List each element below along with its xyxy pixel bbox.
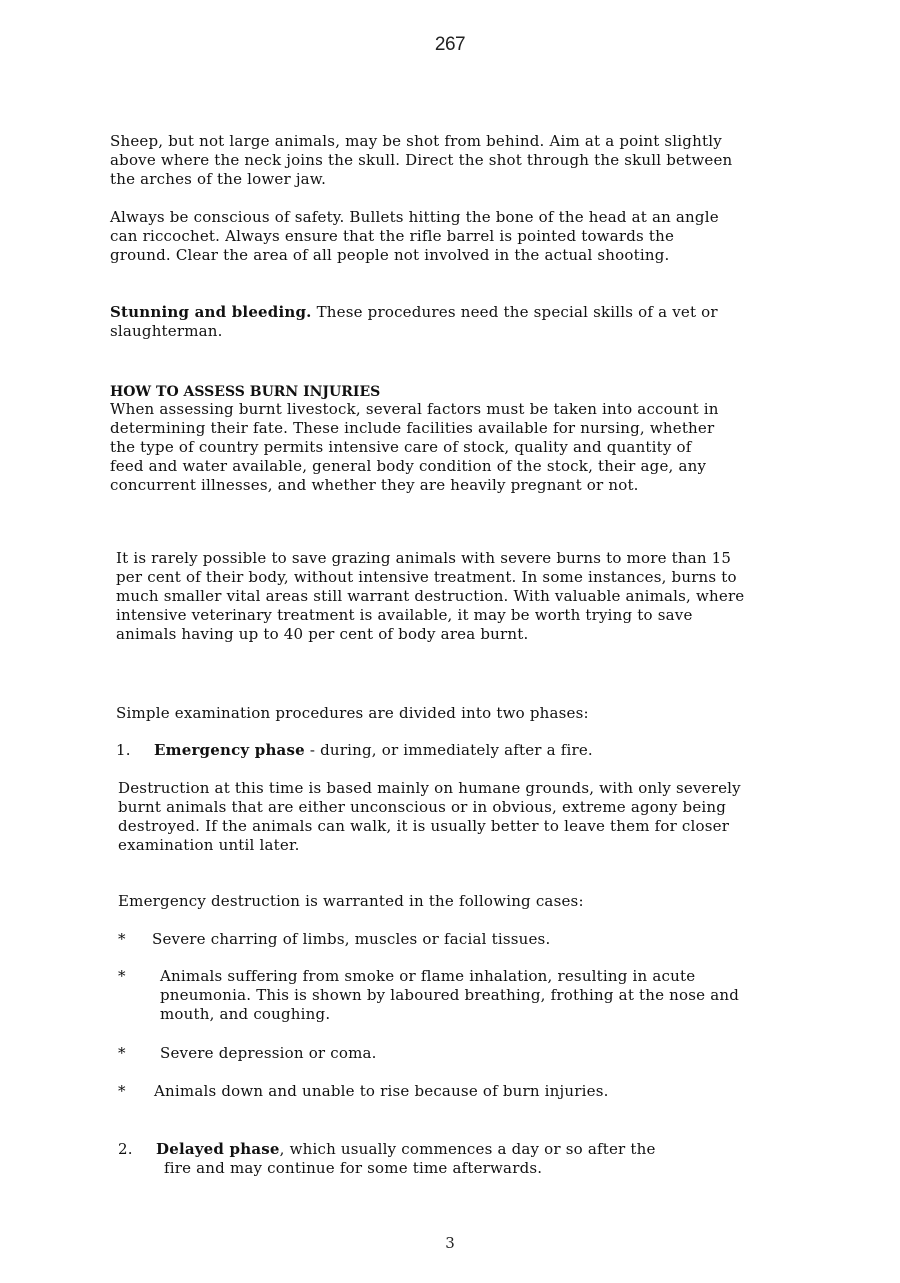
paragraph-cases-intro: Emergency destruction is warranted in the following cases: bbox=[118, 892, 584, 910]
bullet-text: Severe charring of limbs, muscles or facial tissues. bbox=[152, 930, 551, 948]
bullet-text: Severe depression or coma. bbox=[160, 1044, 377, 1062]
delayed-phase-line2: fire and may continue for some time afterwards. bbox=[164, 1159, 543, 1177]
asterisk-bullet-icon: * bbox=[118, 1044, 126, 1062]
item-number: 1. bbox=[116, 741, 131, 759]
section-heading: HOW TO ASSESS BURN INJURIES bbox=[110, 384, 381, 400]
asterisk-bullet-icon: * bbox=[118, 930, 126, 948]
delayed-phase-label: Delayed phase bbox=[156, 1140, 280, 1158]
delayed-phase-line1: , which usually commences a day or so after the bbox=[279, 1140, 656, 1158]
paragraph-phases-intro: Simple examination procedures are divided into two phases: bbox=[116, 704, 589, 722]
paragraph-destruction: Destruction at this time is based mainly on humane grounds, with only severely burnt animals that are either unconscious or in obvious, extreme agony being destroyed. If the animals can walk, it is usually better to leave them for closer examination until later. bbox=[118, 779, 741, 854]
emergency-phase-label: Emergency phase bbox=[154, 741, 305, 759]
page-number-bottom: 3 bbox=[445, 1234, 455, 1252]
paragraph-assessing: When assessing burnt livestock, several factors must be taken into account in determining their fate. These include facilities available for nursing, whether the type of country permits intensive care of stock, quality and quantity of feed and water available, general body condition of the stock, their age, any concurrent illnesses, and whether they are heavily pregnant or not. bbox=[110, 400, 719, 494]
paragraph-safety: Always be conscious of safety. Bullets hitting the bone of the head at an angle can riccochet. Always ensure that the rifle barrel is pointed towards the ground. Clear the area of all people not involved in the actual shooting. bbox=[110, 208, 719, 264]
delayed-phase-text bbox=[156, 1140, 776, 1178]
paragraph-severe-burns: It is rarely possible to save grazing animals with severe burns to more than 15 per cent of their body, without intensive treatment. In some instances, burns to much smaller vital areas still warrant destruction. With valuable animals, where intensive veterinary treatment is available, it may be worth trying to save animals having up to 40 per cent of body area burnt. bbox=[116, 549, 745, 643]
numbered-item-emergency bbox=[116, 741, 593, 760]
bullet-text: Animals down and unable to rise because of burn injuries. bbox=[154, 1082, 609, 1100]
stunning-bold-lead: Stunning and bleeding. bbox=[110, 303, 312, 321]
item-number: 2. bbox=[118, 1140, 133, 1158]
asterisk-bullet-icon: * bbox=[118, 1082, 126, 1100]
asterisk-bullet-icon: * bbox=[118, 967, 126, 985]
paragraph-stunning bbox=[110, 303, 750, 341]
bullet-text: Animals suffering from smoke or flame inhalation, resulting in acute pneumonia. This is shown by laboured breathing, frothing at the nose and mouth, and coughing. bbox=[160, 967, 739, 1023]
emergency-phase-text: - during, or immediately after a fire. bbox=[304, 741, 593, 759]
paragraph-sheep-shooting: Sheep, but not large animals, may be shot from behind. Aim at a point slightly above where the neck joins the skull. Direct the shot through the skull between the arches of the lower jaw. bbox=[110, 132, 733, 188]
page-number-top: 267 bbox=[434, 34, 466, 55]
stunning-text: These procedures need the special skills of a vet or slaughterman. bbox=[110, 303, 718, 340]
